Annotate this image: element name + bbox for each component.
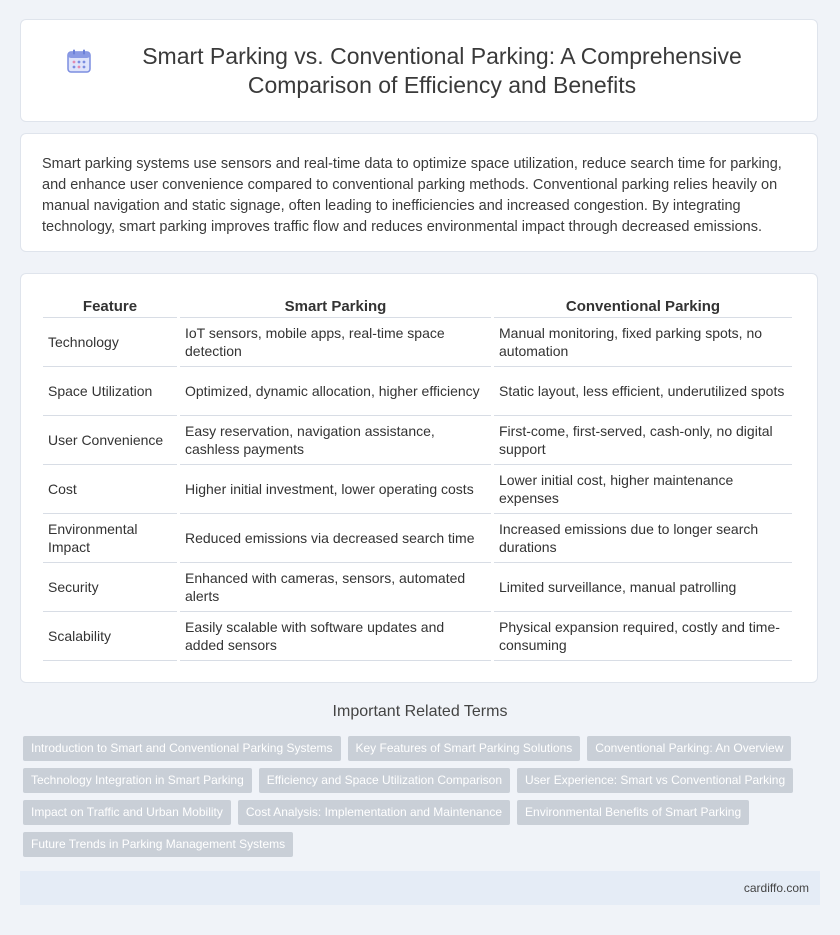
related-tag[interactable]: Future Trends in Parking Management Systems xyxy=(23,832,293,857)
table-row xyxy=(43,416,792,465)
conventional-cell: First-come, first-served, cash-only, no digital support xyxy=(494,416,792,465)
table-row xyxy=(43,514,792,563)
footer-site-link[interactable]: cardiffo.com xyxy=(743,881,809,895)
column-header-feature: Feature xyxy=(43,294,177,318)
table-row xyxy=(43,612,792,661)
intro-paragraph: Smart parking systems use sensors and real-time data to optimize space utilization, reduce search time for parking, and enhance user convenience compared to conventional parking methods. Conventional parking relies heavily on manual navigation and static signage, often leading to inefficiencies and increased congestion. By integrating technology, smart parking improves traffic flow and reduces environmental impact through decreased emissions. xyxy=(42,156,782,235)
table-row xyxy=(43,563,792,612)
conventional-cell: Manual monitoring, fixed parking spots, no automation xyxy=(494,318,792,367)
feature-cell: Scalability xyxy=(43,612,177,661)
table-row xyxy=(43,367,792,416)
related-terms-heading: Important Related Terms xyxy=(332,703,508,720)
title-card xyxy=(20,19,818,122)
smart-cell: Enhanced with cameras, sensors, automated alerts xyxy=(180,563,491,612)
smart-cell: Easily scalable with software updates and added sensors xyxy=(180,612,491,661)
smart-cell: IoT sensors, mobile apps, real-time space detection xyxy=(180,318,491,367)
related-tag[interactable]: User Experience: Smart vs Conventional Parking xyxy=(517,768,793,793)
related-tag[interactable]: Key Features of Smart Parking Solutions xyxy=(348,736,581,761)
column-header-conventional: Conventional Parking xyxy=(494,294,792,318)
related-tag[interactable]: Cost Analysis: Implementation and Maintenance xyxy=(238,800,510,825)
intro-card xyxy=(20,133,818,252)
conventional-cell: Lower initial cost, higher maintenance expenses xyxy=(494,465,792,514)
column-header-smart: Smart Parking xyxy=(180,294,491,318)
conventional-cell: Physical expansion required, costly and time-consuming xyxy=(494,612,792,661)
feature-cell: Space Utilization xyxy=(43,367,177,416)
smart-cell: Easy reservation, navigation assistance, cashless payments xyxy=(180,416,491,465)
table-header-row xyxy=(43,294,792,318)
feature-cell: Cost xyxy=(43,465,177,514)
related-tag[interactable]: Technology Integration in Smart Parking xyxy=(23,768,252,793)
feature-cell: Technology xyxy=(43,318,177,367)
related-tag[interactable]: Conventional Parking: An Overview xyxy=(587,736,791,761)
page-title: Smart Parking vs. Conventional Parking: A Comprehensive Comparison of Efficiency and Benefits xyxy=(142,42,742,98)
table-row xyxy=(43,318,792,367)
related-tag[interactable]: Impact on Traffic and Urban Mobility xyxy=(23,800,231,825)
related-tags xyxy=(23,736,813,864)
conventional-cell: Limited surveillance, manual patrolling xyxy=(494,563,792,612)
comparison-card xyxy=(20,273,818,683)
table-row xyxy=(43,465,792,514)
comparison-table xyxy=(40,294,795,661)
related-tag[interactable]: Environmental Benefits of Smart Parking xyxy=(517,800,749,825)
calendar-icon xyxy=(66,48,92,74)
feature-cell: Security xyxy=(43,563,177,612)
feature-cell: User Convenience xyxy=(43,416,177,465)
smart-cell: Optimized, dynamic allocation, higher efficiency xyxy=(180,367,491,416)
feature-cell: Environmental Impact xyxy=(43,514,177,563)
related-tag[interactable]: Introduction to Smart and Conventional Parking Systems xyxy=(23,736,341,761)
smart-cell: Higher initial investment, lower operating costs xyxy=(180,465,491,514)
footer xyxy=(20,871,820,905)
related-tag[interactable]: Efficiency and Space Utilization Comparison xyxy=(259,768,510,793)
smart-cell: Reduced emissions via decreased search time xyxy=(180,514,491,563)
conventional-cell: Increased emissions due to longer search durations xyxy=(494,514,792,563)
title-wrap xyxy=(66,42,772,100)
conventional-cell: Static layout, less efficient, underutilized spots xyxy=(494,367,792,416)
